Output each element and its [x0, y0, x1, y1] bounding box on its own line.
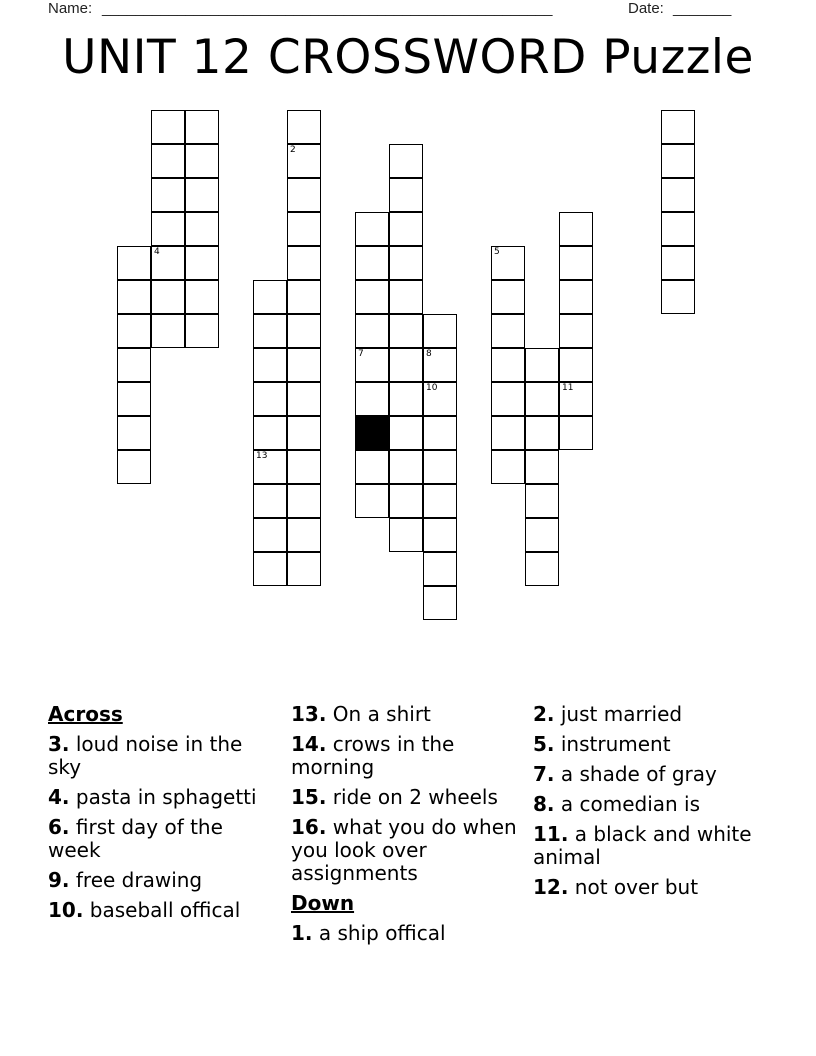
crossword-cell[interactable] [423, 314, 457, 348]
crossword-cell[interactable] [423, 518, 457, 552]
crossword-cell[interactable] [151, 314, 185, 348]
clue-item [291, 816, 523, 885]
crossword-cell[interactable] [151, 178, 185, 212]
clue-number-label: 10 [426, 383, 438, 393]
clue-text: a shade of gray [560, 762, 717, 786]
crossword-cell[interactable] [117, 280, 151, 314]
date-label: Date: [628, 0, 664, 17]
crossword-cell[interactable] [185, 280, 219, 314]
clue-text: what you do when you look over assignments [291, 815, 517, 885]
crossword-cell[interactable] [185, 178, 219, 212]
crossword-cell[interactable] [253, 314, 287, 348]
crossword-cell[interactable] [661, 110, 695, 144]
crossword-cell[interactable] [559, 212, 593, 246]
crossword-cell[interactable] [389, 314, 423, 348]
crossword-cell[interactable] [525, 552, 559, 586]
crossword-cell[interactable] [355, 314, 389, 348]
crossword-cell[interactable] [423, 552, 457, 586]
clue-number: 5. [533, 732, 555, 756]
clue-text: ride on 2 wheels [332, 785, 498, 809]
clue-item [533, 823, 773, 869]
crossword-cell[interactable] [253, 450, 287, 484]
crossword-cell[interactable] [185, 110, 219, 144]
crossword-cell[interactable] [151, 246, 185, 280]
clue-text: a black and white animal [533, 822, 752, 869]
crossword-cell[interactable] [423, 450, 457, 484]
crossword-cell[interactable] [491, 450, 525, 484]
clue-number-label: 5 [494, 247, 500, 257]
clues-column-3 [533, 703, 773, 906]
crossword-cell[interactable] [661, 178, 695, 212]
down-heading: Down [291, 891, 355, 915]
crossword-cell[interactable] [253, 552, 287, 586]
crossword-cell[interactable] [491, 416, 525, 450]
crossword-cell[interactable] [559, 280, 593, 314]
crossword-cell[interactable] [559, 348, 593, 382]
crossword-cell[interactable] [151, 280, 185, 314]
crossword-cell[interactable] [185, 144, 219, 178]
crossword-cell[interactable] [389, 484, 423, 518]
crossword-cell[interactable] [185, 314, 219, 348]
crossword-cell[interactable] [287, 144, 321, 178]
clue-item [291, 733, 523, 779]
crossword-cell[interactable] [287, 518, 321, 552]
crossword-cell[interactable] [389, 416, 423, 450]
crossword-cell[interactable] [117, 314, 151, 348]
clue-number: 7. [533, 762, 555, 786]
clue-item [48, 816, 278, 862]
clue-number: 10. [48, 898, 84, 922]
clues-column-2 [291, 703, 523, 952]
crossword-cell[interactable] [389, 246, 423, 280]
clue-text: free drawing [75, 868, 203, 892]
crossword-cell[interactable] [491, 246, 525, 280]
crossword-cell[interactable] [185, 212, 219, 246]
crossword-cell[interactable] [287, 348, 321, 382]
clue-number: 16. [291, 815, 327, 839]
crossword-cell[interactable] [151, 110, 185, 144]
crossword-cell[interactable] [117, 416, 151, 450]
across-heading: Across [48, 702, 123, 726]
crossword-cell[interactable] [287, 280, 321, 314]
clue-text: a ship offical [318, 921, 446, 945]
clue-number: 15. [291, 785, 327, 809]
clue-text: baseball offical [89, 898, 241, 922]
crossword-cell[interactable] [287, 484, 321, 518]
crossword-cell[interactable] [559, 382, 593, 416]
clue-text: loud noise in the sky [48, 732, 243, 779]
crossword-cell[interactable] [253, 280, 287, 314]
crossword-cell[interactable] [355, 212, 389, 246]
crossword-cell[interactable] [389, 348, 423, 382]
clue-text: pasta in sphagetti [75, 785, 257, 809]
clue-number-label: 13 [256, 451, 268, 461]
crossword-cell[interactable] [423, 348, 457, 382]
clue-item [291, 786, 523, 809]
crossword-cell[interactable] [661, 212, 695, 246]
crossword-cell[interactable] [287, 450, 321, 484]
crossword-cell[interactable] [525, 416, 559, 450]
crossword-cell[interactable] [389, 280, 423, 314]
clue-text: a comedian is [560, 792, 701, 816]
crossword-cell[interactable] [287, 552, 321, 586]
clue-number: 3. [48, 732, 70, 756]
crossword-cell[interactable] [117, 348, 151, 382]
clue-number: 6. [48, 815, 70, 839]
date-line[interactable]: _______ [673, 0, 732, 17]
name-label: Name: [48, 0, 93, 17]
crossword-cell[interactable] [491, 382, 525, 416]
clue-number: 14. [291, 732, 327, 756]
crossword-cell[interactable] [389, 518, 423, 552]
page-title: UNIT 12 CROSSWORD Puzzle [62, 30, 754, 85]
clue-item [48, 869, 278, 892]
clue-number-label: 4 [154, 247, 160, 257]
crossword-cell[interactable] [117, 450, 151, 484]
crossword-cell[interactable] [287, 212, 321, 246]
crossword-cell[interactable] [253, 348, 287, 382]
clue-number: 1. [291, 921, 313, 945]
clue-number-label: 8 [426, 349, 432, 359]
crossword-cell[interactable] [491, 280, 525, 314]
name-line[interactable]: ______________________________________________________ [102, 0, 553, 17]
clue-number: 11. [533, 822, 569, 846]
crossword-cell[interactable] [423, 484, 457, 518]
clue-number: 12. [533, 875, 569, 899]
crossword-cell[interactable] [389, 144, 423, 178]
crossword-cell[interactable] [559, 246, 593, 280]
crossword-cell[interactable] [287, 416, 321, 450]
crossword-cell[interactable] [389, 450, 423, 484]
crossword-cell[interactable] [525, 382, 559, 416]
crossword-cell[interactable] [287, 110, 321, 144]
crossword-cell[interactable] [525, 518, 559, 552]
crossword-cell[interactable] [559, 416, 593, 450]
black-square [355, 416, 389, 450]
clue-item [291, 922, 523, 945]
crossword-cell[interactable] [423, 586, 457, 620]
crossword-cell[interactable] [117, 382, 151, 416]
crossword-cell[interactable] [559, 314, 593, 348]
crossword-cell[interactable] [287, 314, 321, 348]
crossword-cell[interactable] [185, 246, 219, 280]
clue-text: not over but [574, 875, 699, 899]
clue-number-label: 2 [290, 145, 296, 155]
clue-item [48, 786, 278, 809]
clue-number: 9. [48, 868, 70, 892]
clue-number: 8. [533, 792, 555, 816]
crossword-cell[interactable] [525, 484, 559, 518]
crossword-cell[interactable] [661, 246, 695, 280]
crossword-cell[interactable] [423, 416, 457, 450]
crossword-cell[interactable] [253, 484, 287, 518]
clue-text: crows in the morning [291, 732, 455, 779]
crossword-cell[interactable] [355, 484, 389, 518]
crossword-cell[interactable] [355, 280, 389, 314]
crossword-cell[interactable] [253, 518, 287, 552]
clue-item [291, 703, 523, 726]
crossword-cell[interactable] [117, 246, 151, 280]
clue-text: instrument [560, 732, 671, 756]
crossword-cell[interactable] [355, 382, 389, 416]
crossword-cell[interactable] [355, 450, 389, 484]
crossword-cell[interactable] [661, 280, 695, 314]
crossword-cell[interactable] [525, 348, 559, 382]
clue-text: On a shirt [332, 702, 431, 726]
clue-text: first day of the week [48, 815, 223, 862]
clue-item [533, 793, 773, 816]
crossword-cell[interactable] [355, 246, 389, 280]
crossword-cell[interactable] [389, 212, 423, 246]
crossword-cell[interactable] [423, 382, 457, 416]
crossword-cell[interactable] [389, 382, 423, 416]
crossword-cell[interactable] [389, 178, 423, 212]
clue-item [533, 703, 773, 726]
clue-number: 2. [533, 702, 555, 726]
clue-item [533, 763, 773, 786]
clue-text: just married [560, 702, 683, 726]
crossword-cell[interactable] [287, 178, 321, 212]
crossword-cell[interactable] [253, 416, 287, 450]
clue-item [533, 733, 773, 756]
crossword-cell[interactable] [151, 144, 185, 178]
crossword-cell[interactable] [151, 212, 185, 246]
crossword-cell[interactable] [525, 450, 559, 484]
clue-number: 4. [48, 785, 70, 809]
clue-number: 13. [291, 702, 327, 726]
clue-number-label: 11 [562, 383, 574, 393]
crossword-cell[interactable] [287, 382, 321, 416]
clue-item [48, 733, 278, 779]
crossword-cell[interactable] [661, 144, 695, 178]
clue-item [48, 899, 278, 922]
crossword-cell[interactable] [253, 382, 287, 416]
crossword-cell[interactable] [491, 314, 525, 348]
crossword-cell[interactable] [491, 348, 525, 382]
clue-item [533, 876, 773, 899]
crossword-cell[interactable] [355, 348, 389, 382]
clues-column-1 [48, 703, 278, 929]
crossword-cell[interactable] [287, 246, 321, 280]
clue-number-label: 7 [358, 349, 364, 359]
